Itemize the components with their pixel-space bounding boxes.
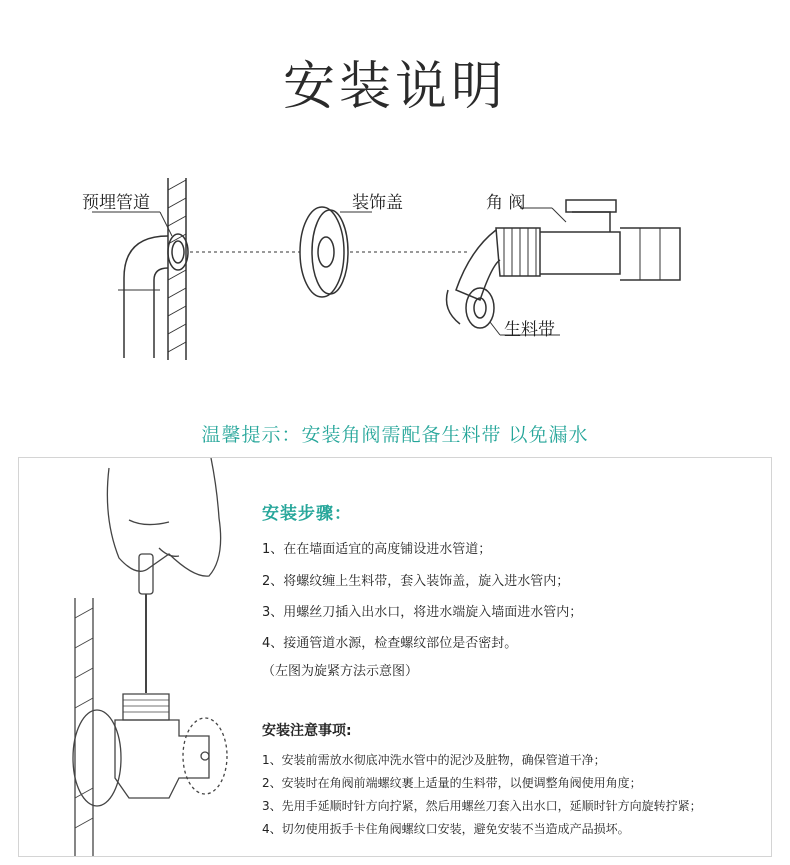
- tape-roll: [466, 288, 494, 328]
- step-3: 3、用螺丝刀插入出水口，将进水端旋入墙面进水管内；: [262, 605, 583, 620]
- tip-text: 温馨提示：安装角阀需配备生料带 以免漏水: [201, 424, 589, 446]
- label-ptfe-tape: 生料带: [504, 320, 555, 340]
- valve: [115, 720, 209, 798]
- pipe-outer: [124, 236, 168, 358]
- label-decorative-cover: 装饰盖: [352, 193, 403, 213]
- label-angle-valve: 角 阀: [486, 193, 526, 213]
- step-2: 2、将螺纹缠上生料带，套入装饰盖，旋入进水管内；: [262, 574, 570, 589]
- step-note: （左图为旋紧方法示意图）: [262, 664, 419, 679]
- tape-strip: [456, 230, 500, 300]
- hand: [107, 458, 220, 576]
- valve-thread: [496, 228, 540, 276]
- step-1: 1、在在墙面适宜的高度铺设进水管道；: [262, 542, 492, 557]
- screwdriver-illustration: [19, 458, 254, 856]
- label-embedded-pipe: 预埋管道: [82, 193, 150, 213]
- decorative-cover: [300, 207, 344, 297]
- steps-heading: 安装步骤：: [262, 504, 352, 524]
- installation-diagram: [0, 150, 790, 400]
- instructions-panel: [18, 457, 772, 857]
- note-2: 2、安装时在角阀前端螺纹裹上适量的生料带，以便调整角阀使用角度；: [262, 776, 642, 790]
- note-4: 4、切勿使用扳手卡住角阀螺纹口安装，避免安装不当造成产品损坏。: [262, 822, 630, 836]
- notes-heading: 安装注意事项:: [262, 723, 352, 739]
- step-4: 4、接通管道水源，检查螺纹部位是否密封。: [262, 636, 518, 651]
- valve-body: [540, 232, 620, 274]
- note-3: 3、先用手延顺时针方向拧紧，然后用螺丝刀套入出水口，延顺时针方向旋转拧紧；: [262, 799, 702, 813]
- page-title: 安装说明: [282, 57, 507, 117]
- note-1: 1、安装前需放水彻底冲洗水管中的泥沙及脏物，确保管道干净；: [262, 753, 606, 767]
